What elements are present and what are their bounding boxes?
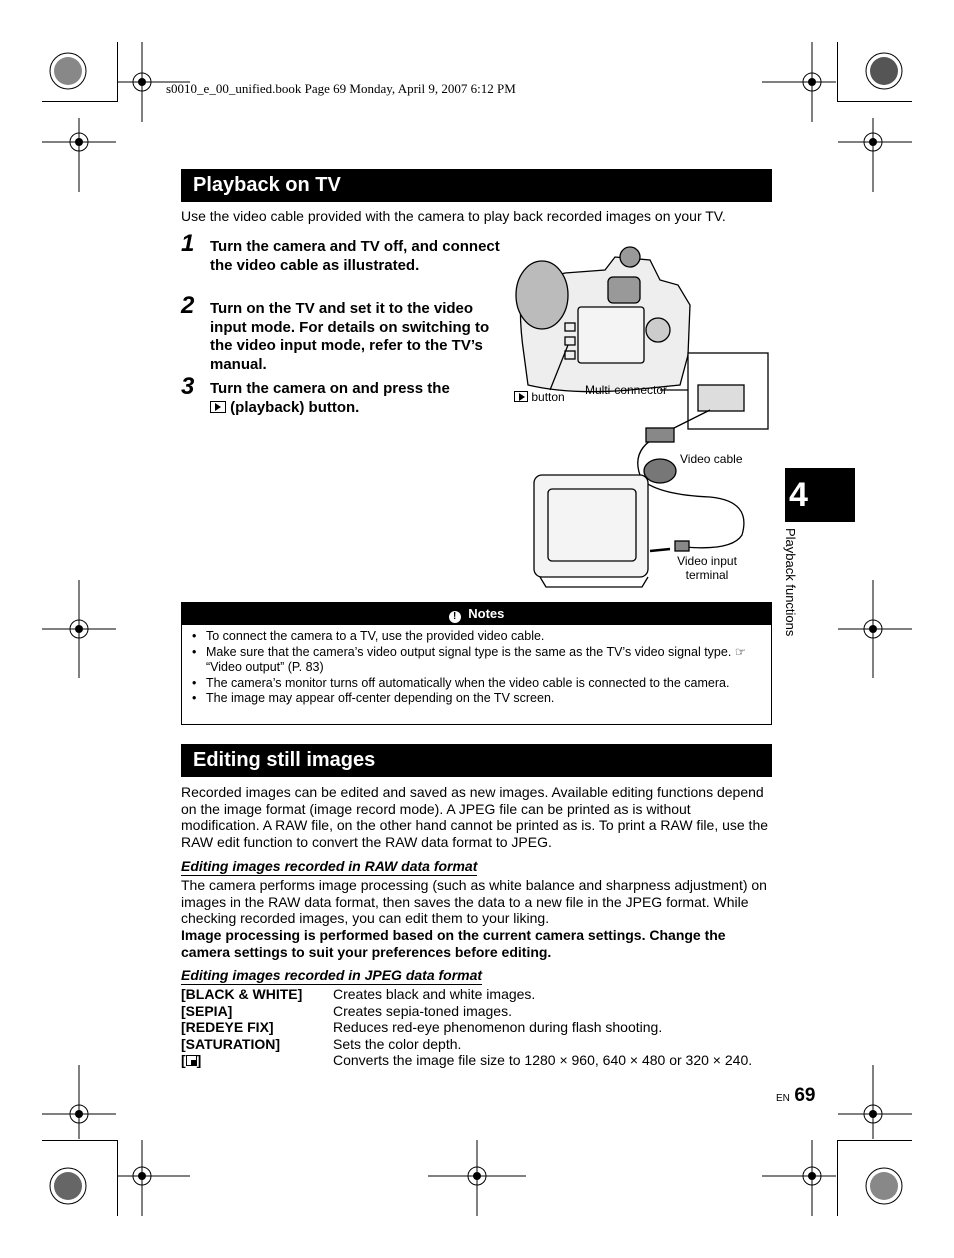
camera-tv-connection-diagram [510, 235, 775, 595]
function-key: [REDEYE FIX] [181, 1019, 274, 1035]
step-2-text: Turn on the TV and set it to the video input mode. For details on switching to the video input mode, refer to the TV’s manual. [210, 300, 490, 373]
raw-text: The camera performs image processing (such as white balance and sharpness adjustment) on images in the RAW data format, then saves the data to a new file in the JPEG format. While checking recorded images, you can edit them to your liking. [181, 877, 767, 926]
section-title-editing-still-images: Editing still images [181, 744, 772, 777]
step-2-number: 2 [181, 292, 195, 319]
function-key: [SATURATION] [181, 1035, 281, 1052]
notes-header [182, 603, 771, 625]
table-row [181, 1052, 752, 1069]
button-label-text: button [531, 390, 565, 404]
function-key: [ ] [181, 1052, 202, 1068]
function-desc: Converts the image file size to 1280 × 960, 640 × 480 or 320 × 240. [333, 1052, 753, 1068]
playback-button-label [514, 390, 565, 404]
function-key: [BLACK & WHITE] [181, 986, 303, 1002]
jpeg-heading: Editing images recorded in JPEG data format [181, 967, 483, 983]
playback-icon-small [514, 391, 528, 402]
step-3-number: 3 [181, 373, 195, 400]
step-1-number: 1 [181, 230, 195, 257]
page-number [776, 1085, 816, 1107]
video-input-terminal-label [674, 554, 740, 582]
function-key: [SEPIA] [181, 1002, 233, 1019]
section1-intro: Use the video cable provided with the camera to play back recorded images on your TV. [181, 208, 726, 224]
section-title-playback-on-tv: Playback on TV [181, 169, 772, 202]
function-desc: Reduces red-eye phenomenon during flash shooting. [333, 1019, 663, 1035]
step-3-text-after: (playback) button. [230, 398, 360, 416]
resize-icon [186, 1055, 197, 1066]
notes-box [181, 602, 772, 725]
table-row [181, 1019, 752, 1036]
playback-icon [210, 401, 226, 413]
page-num: 69 [794, 1085, 816, 1106]
table-row [181, 986, 752, 1003]
function-desc: Creates sepia-toned images. [333, 1002, 512, 1019]
function-desc: Sets the color depth. [333, 1035, 462, 1052]
edit-functions-table [181, 986, 752, 1069]
multi-connector-label: Multi-connector [585, 383, 668, 397]
section2-intro: Recorded images can be edited and saved as new images. Available editing functions depend on the image format (image record mode). A JPEG file can be printed as is without modification. A RAW file, on the other hand cannot be printed as is. To print a RAW file, use the RAW edit function to convert the RAW data format to JPEG. [181, 784, 769, 850]
function-desc: Creates black and white images. [333, 986, 536, 1002]
step-3-text-before: Turn the camera on and press the [210, 380, 450, 397]
note-item: • The camera’s monitor turns off automatically when the video cable is connected to the camera. [192, 676, 763, 692]
notes-list [182, 625, 771, 707]
raw-bold-text: Image processing is performed based on the current camera settings. Change the camera settings to suit your preferences before editing. [181, 927, 726, 960]
notes-title: Notes [468, 606, 505, 621]
table-row [181, 1003, 752, 1020]
step-1-text: Turn the camera and TV off, and connect the video cable as illustrated. [210, 238, 500, 274]
note-item: • Make sure that the camera’s video output signal type is the same as the TV’s video signal type. ☞ “Video output” (P. 83) [192, 645, 763, 676]
caution-icon: ! [449, 611, 461, 623]
video-input-line2: terminal [685, 568, 729, 582]
video-input-line1: Video input [677, 554, 737, 568]
video-cable-label: Video cable [680, 452, 743, 466]
print-header: s0010_e_00_unified.book Page 69 Monday, April 9, 2007 6:12 PM [166, 81, 516, 96]
chapter-label [782, 528, 802, 658]
step-3-text [210, 380, 502, 417]
note-item: • To connect the camera to a TV, use the provided video cable. [192, 629, 763, 645]
note-item: • The image may appear off-center depending on the TV screen. [192, 691, 763, 707]
chapter-tab: 4 [785, 468, 855, 522]
page-lang: EN [776, 1093, 790, 1104]
raw-heading: Editing images recorded in RAW data format [181, 858, 478, 874]
table-row [181, 1036, 752, 1053]
chapter-label-text: Playback functions [783, 528, 798, 637]
